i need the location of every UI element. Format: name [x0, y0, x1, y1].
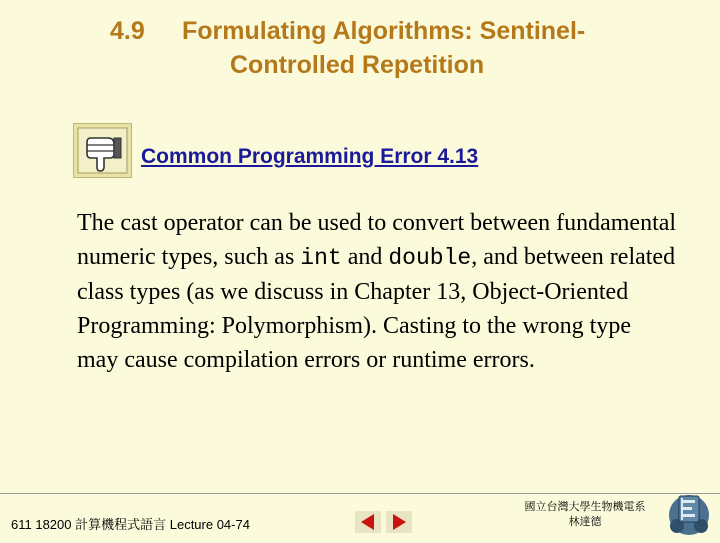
- body-text: [77, 206, 677, 377]
- footer-department: [515, 499, 655, 529]
- course-label: 611 18200 計算機程式語言: [11, 517, 167, 532]
- footer-divider: [0, 493, 720, 494]
- title-line-2: Controlled Repetition: [230, 51, 485, 79]
- next-slide-button[interactable]: [386, 511, 412, 533]
- arrow-right-icon: [386, 511, 412, 533]
- previous-slide-button[interactable]: [355, 511, 381, 533]
- thumbs-down-icon: [73, 123, 132, 178]
- code-int: int: [300, 245, 342, 271]
- e-logo-icon: [664, 488, 714, 538]
- title-line-1: Formulating Algorithms: Sentinel-: [182, 17, 586, 45]
- body-part-1: The cast operator can be used to convert between fundamental numeric types, such as: [77, 210, 677, 270]
- section-number: 4.9: [110, 17, 145, 45]
- arrow-left-icon: [355, 511, 381, 533]
- department-line-1: 國立台灣大學生物機電系: [524, 500, 646, 513]
- error-heading: Common Programming Error 4.13: [141, 145, 479, 168]
- body-part-3: , and between related class types (as we discuss in Chapter 13, Object-Oriented Programming: Polymorphism). Casting to the wrong type may cause compilation errors or runtime errors.: [77, 244, 676, 373]
- footer-course: [11, 514, 250, 533]
- code-double: double: [388, 245, 472, 271]
- department-line-2: 林達德: [568, 515, 602, 528]
- lecture-label: Lecture 04-74: [169, 517, 250, 532]
- body-part-2: and: [341, 244, 389, 270]
